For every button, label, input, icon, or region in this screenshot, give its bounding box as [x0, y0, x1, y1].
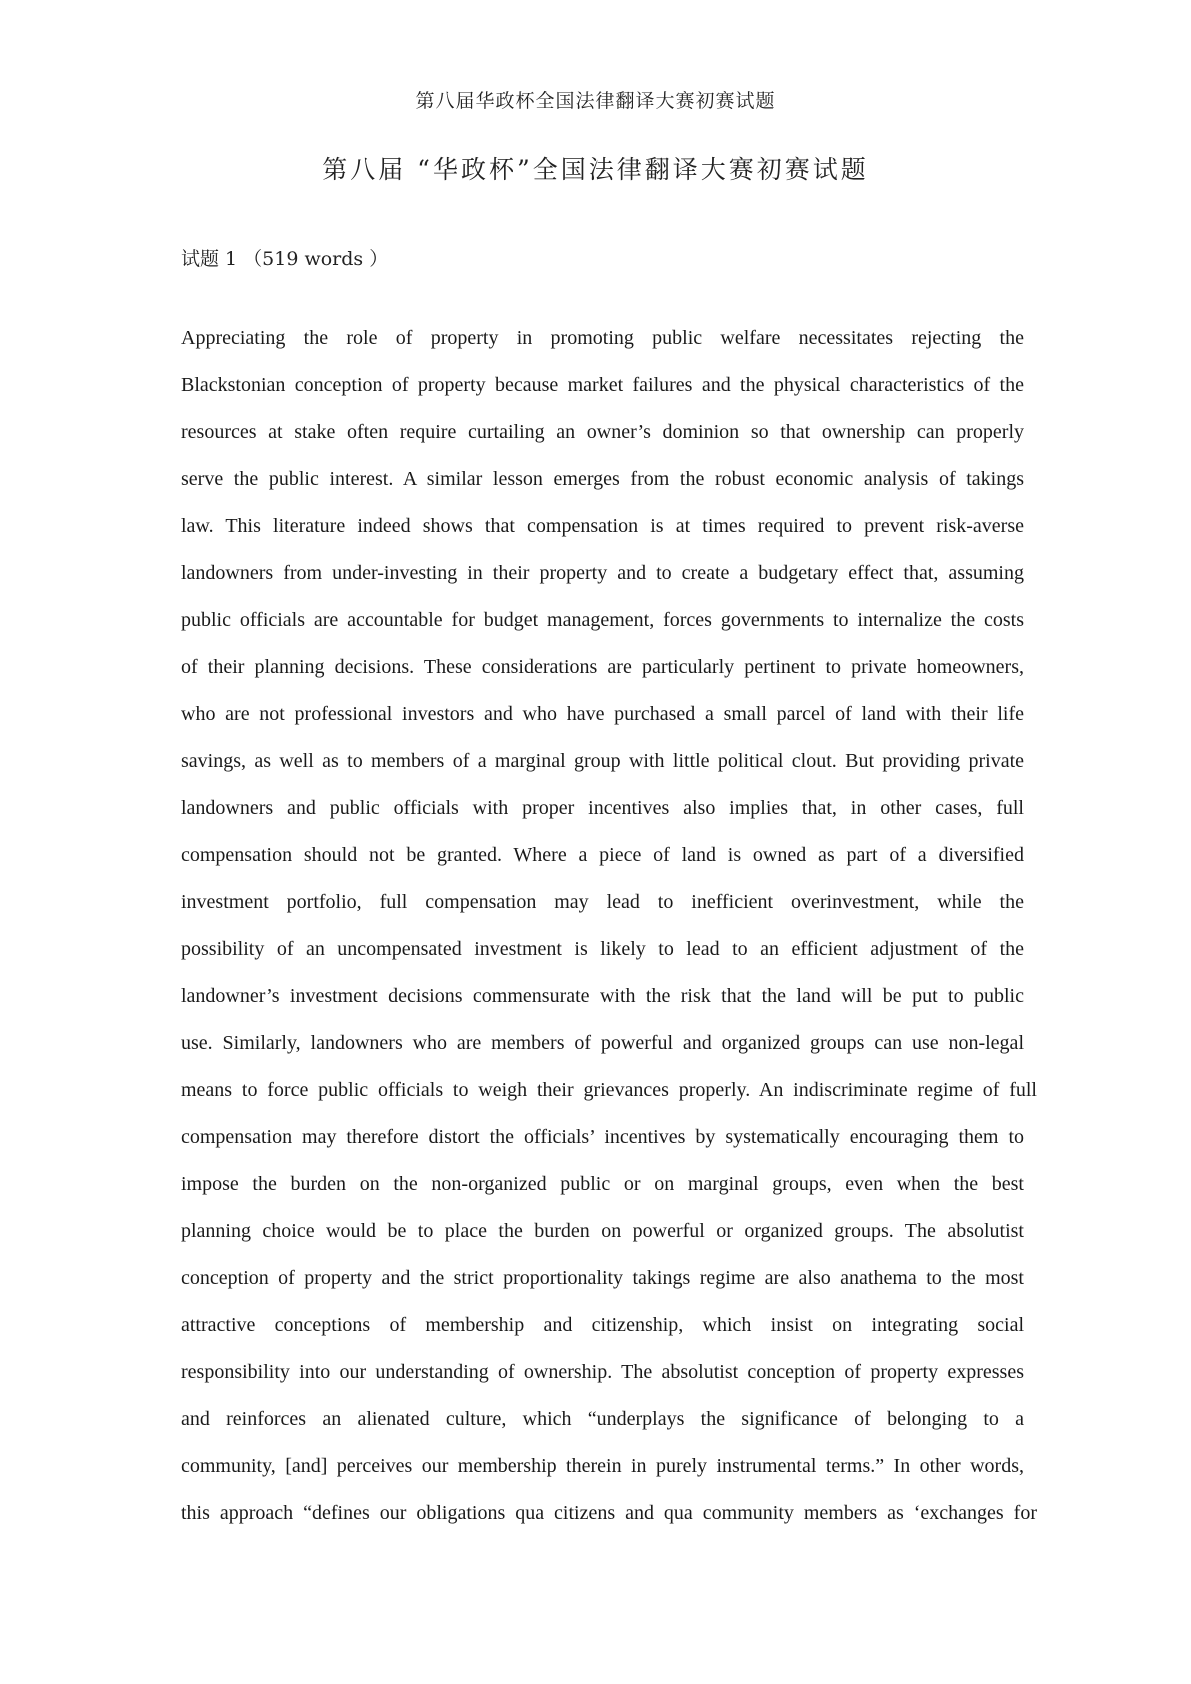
running-header: 第八届华政杯全国法律翻译大赛初赛试题 — [415, 90, 776, 112]
body-line: landowner’s investment decisions commensurate with the risk that the land will be put to public — [181, 985, 1024, 1007]
body-line: community, [and] perceives our membership therein in purely instrumental terms.” In other words, — [181, 1455, 1024, 1477]
body-line: attractive conceptions of membership and citizenship, which insist on integrating social — [181, 1314, 1024, 1336]
body-line: Appreciating the role of property in promoting public welfare necessitates rejecting the — [181, 327, 1024, 349]
body-line: law. This literature indeed shows that compensation is at times required to prevent risk-averse — [181, 515, 1024, 537]
body-line: serve the public interest. A similar lesson emerges from the robust economic analysis of takings — [181, 468, 1024, 490]
body-line: investment portfolio, full compensation may lead to inefficient overinvestment, while the — [181, 891, 1024, 913]
body-line: compensation may therefore distort the officials’ incentives by systematically encouraging them to — [181, 1126, 1024, 1148]
body-line: use. Similarly, landowners who are members of powerful and organized groups can use non-legal — [181, 1032, 1024, 1054]
body-line: conception of property and the strict proportionality takings regime are also anathema to the most — [181, 1267, 1024, 1289]
body-line: public officials are accountable for budget management, forces governments to internalize the costs — [181, 609, 1024, 631]
question-body — [181, 315, 1037, 1537]
document-title: 第八届 “华政杯”全国法律翻译大赛初赛试题 — [322, 155, 869, 184]
body-line: and reinforces an alienated culture, which “underplays the significance of belonging to a — [181, 1408, 1024, 1430]
body-line: who are not professional investors and who have purchased a small parcel of land with their life — [181, 703, 1024, 725]
body-line: landowners and public officials with proper incentives also implies that, in other cases, full — [181, 797, 1024, 819]
body-line: compensation should not be granted. Where a piece of land is owned as part of a diversified — [181, 844, 1024, 866]
body-line: landowners from under-investing in their property and to create a budgetary effect that, assuming — [181, 562, 1024, 584]
body-line: this approach “defines our obligations qua citizens and qua community members as ‘exchanges for — [181, 1502, 1037, 1524]
body-line: savings, as well as to members of a marginal group with little political clout. But providing private — [181, 750, 1024, 772]
body-line: possibility of an uncompensated investment is likely to lead to an efficient adjustment of the — [181, 938, 1024, 960]
body-line: responsibility into our understanding of ownership. The absolutist conception of property expresses — [181, 1361, 1024, 1383]
body-line: resources at stake often require curtailing an owner’s dominion so that ownership can properly — [181, 421, 1024, 443]
question-label: 试题 1 （519 words ） — [181, 248, 389, 270]
body-line: planning choice would be to place the burden on powerful or organized groups. The absolutist — [181, 1220, 1024, 1242]
body-line: Blackstonian conception of property because market failures and the physical characteristics of the — [181, 374, 1024, 396]
body-line: means to force public officials to weigh their grievances properly. An indiscriminate regime of full — [181, 1079, 1037, 1101]
body-line: impose the burden on the non-organized public or on marginal groups, even when the best — [181, 1173, 1024, 1195]
body-line: of their planning decisions. These considerations are particularly pertinent to private homeowners, — [181, 656, 1024, 678]
